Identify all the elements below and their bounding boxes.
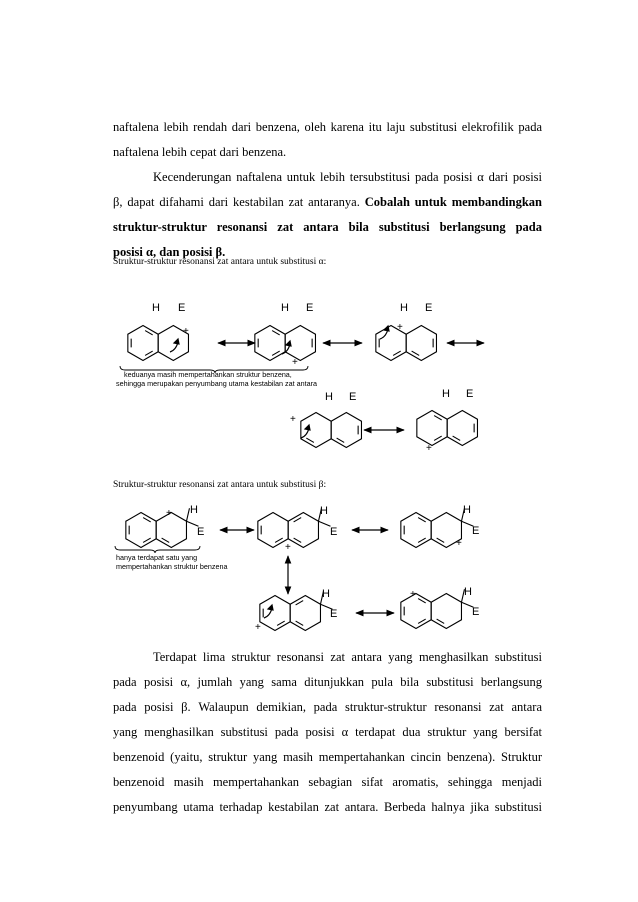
electron-arrow-head [286,341,291,346]
label-h: H [464,586,472,598]
double-bond [296,621,304,625]
right-ring [290,596,320,631]
right-ring [406,326,436,361]
label-plus: + [426,443,432,454]
text-run: posisi [113,245,147,259]
naphthalene-structure [417,411,478,446]
label-e: E [330,526,338,538]
label-h: H [400,302,408,314]
label-h: H [442,388,450,400]
label-e: E [330,608,338,620]
double-bond [275,538,283,542]
left-ring [128,326,158,361]
bold-text-run: Cobalah untuk membandingkan [364,195,542,209]
text-run: Kecenderungan naftalena untuk lebih tersubstitusi pada posisi [153,170,478,184]
double-bond [412,351,420,355]
paragraph-explanation [113,645,542,820]
double-bond [393,351,401,355]
double-bond [418,518,426,522]
label-h: H [463,504,471,516]
text-run: yang menghasilkan substitusi pada posisi [113,725,342,739]
alpha-brace-note: keduanya masih mempertahankan struktur benzena, [124,370,292,379]
label-h: H [152,302,160,314]
label-e: E [472,606,480,618]
double-bond [437,538,445,542]
label-e: E [306,302,314,314]
double-bond [418,619,426,623]
label-e: E [197,526,205,538]
double-bond [162,538,170,542]
double-bond [434,436,442,440]
electron-arrow-head [174,339,179,344]
label-plus: + [456,538,462,549]
left-ring [258,513,288,548]
left-ring [401,513,431,548]
double-bond [306,438,314,442]
double-bond [294,518,302,522]
beta-brace-note: hanya terdapat satu yang [116,553,198,562]
text-run: pada posisi [113,700,182,714]
bond-to-e [318,521,330,526]
double-bond [145,351,153,355]
double-bond [277,621,285,625]
double-bond [418,599,426,603]
label-plus: + [410,589,416,600]
text-run: . [222,245,226,259]
text-line [113,695,542,720]
beta-symbol: β [181,700,188,714]
double-bond [434,416,442,420]
text-run: terdapat dua struktur yang bersifat [348,725,543,739]
alpha-symbol: α [146,245,153,259]
alpha-symbol: α [341,725,349,739]
text-line: Terdapat lima struktur resonansi zat antara yang menghasilkan substitusi [153,650,542,664]
double-bond [296,601,304,605]
right-ring [431,594,461,629]
beta-brace [115,546,200,553]
right-ring [331,413,361,448]
right-ring [447,411,477,446]
text-line: penyumbang utama terhadap kestabilan zat antara. Berbeda halnya jika substitusi [113,800,542,814]
text-line [113,720,542,745]
beta-brace-note: mempertahankan struktur benzena [116,562,228,571]
text-line: struktur-struktur resonansi zat antara bila substitusi berlangsung pada [113,220,542,234]
double-bond [272,351,280,355]
double-bond [145,331,153,335]
caption-beta-substitution: Struktur-struktur resonansi zat antara untuk substitusi β: [113,480,327,490]
text-line [113,670,542,695]
left-ring [301,413,331,448]
text-run: , dan posisi [153,245,216,259]
beta-symbol: β [215,245,223,259]
text-line: naftalena lebih cepat dari benzena. [113,145,287,159]
label-h: H [190,504,198,516]
text-run: pada posisi [113,675,181,689]
left-ring [260,596,290,631]
left-ring [255,326,285,361]
label-e: E [425,302,433,314]
electron-arrow-head [305,425,310,430]
label-h: H [281,302,289,314]
text-line: naftalena lebih rendah dari benzena, oleh karena itu laju substitusi elekrofilik pada [113,120,542,134]
label-e: E [178,302,186,314]
label-plus: + [290,414,296,425]
label-h: H [322,588,330,600]
label-plus: + [292,357,298,368]
label-e: E [466,388,474,400]
text-run: , dapat difahami dari kestabilan zat antaranya. [119,195,365,209]
double-bond [294,538,302,542]
label-h: H [325,391,333,403]
double-bond [143,538,151,542]
label-h: H [320,505,328,517]
electron-arrow-head [384,326,389,331]
left-ring [417,411,447,446]
label-plus: + [183,326,189,337]
alpha-brace-note: sehingga merupakan penyumbang utama kestabilan zat antara [116,379,317,388]
double-bond [337,438,345,442]
text-run: . Walaupun demikian, pada struktur-struktur resonansi zat antara [187,700,542,714]
label-plus: + [255,622,261,633]
left-ring [126,513,156,548]
caption-alpha-substitution: Struktur-struktur resonansi zat antara untuk substitusi α: [113,257,327,267]
naphthalene-structure [126,508,199,547]
right-ring [288,513,318,548]
left-ring [401,594,431,629]
text-run: , jumlah yang sama ditunjukkan pula bila substitusi berlangsung [187,675,542,689]
alpha-symbol: α [180,675,188,689]
double-bond [143,518,151,522]
label-plus: + [285,542,291,553]
beta-symbol: β [113,195,120,209]
label-plus: + [397,322,403,333]
double-bond [453,436,461,440]
text-run: dari posisi [483,170,543,184]
label-plus: + [166,508,172,519]
double-bond [418,538,426,542]
label-e: E [472,525,480,537]
label-e: E [349,391,357,403]
alpha-symbol: α [477,170,484,184]
text-line: benzenoid (yaitu, struktur yang masih mempertahankan cincin benzena). Struktur [113,750,542,764]
text-line: benzenoid masih mempertahankan sebagian sifat aromatis, sehingga menjadi [113,775,542,789]
double-bond [272,331,280,335]
electron-arrow-head [268,605,273,610]
double-bond [437,619,445,623]
naphthalene-structure [255,326,316,361]
